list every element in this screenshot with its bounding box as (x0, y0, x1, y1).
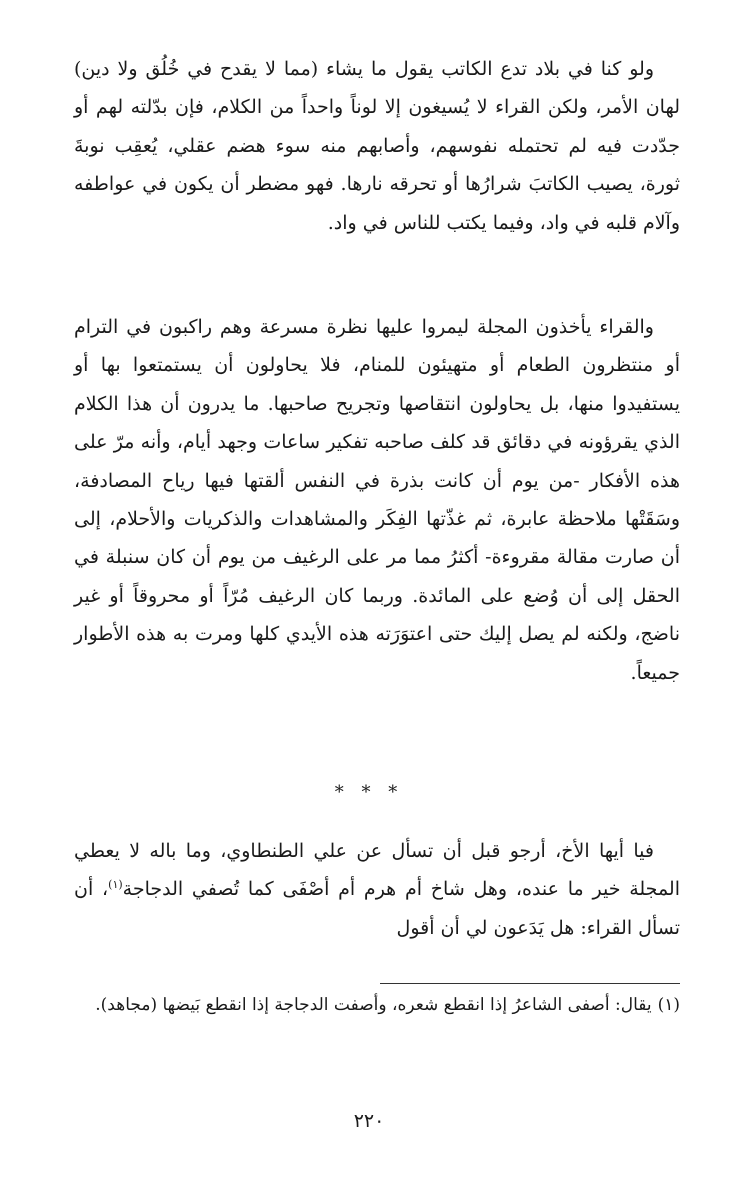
footnote-number: (١) (657, 995, 680, 1015)
page-number: ٢٢٠ (353, 1110, 385, 1132)
footnote-text: يقال: أصفى الشاعرُ إذا انقطع شعره، وأصفت الدجاجة إذا انقطع بَيضها (مجاهد). (95, 995, 652, 1015)
footnote-reference: (١) (108, 878, 123, 892)
footnote-divider (380, 983, 680, 984)
footnote (74, 990, 680, 1020)
paragraph-3-text-after-note: ، أن تسأل القراء: هل يَدَعون لي أن أقول (74, 878, 680, 939)
paragraph-3-text-before-note: فيا أيها الأخ، أرجو قبل أن تسأل عن علي الطنطاوي، وما باله لا يعطي المجلة خير ما عنده، وهل شاخ أم هرم أم أصْفَى كما تُصفي الدجاجة (74, 840, 681, 901)
paragraph-1: ولو كنا في بلاد تدع الكاتب يقول ما يشاء (مما لا يقدح في خُلُق ولا دين) لهان الأمر، ولكن القراء لا يُسيغون إلا لوناً واحداً من الكلام، فإن بدّلته لهم أو جدّدت فيه لم تحتمله نفوسهم، وأصابهم منه سوء هضم عقلي، يُعقِب نوبةَ ثورة، يصيب الكاتبَ شرارُها أو تحرقه نارها. فهو مضطر أن يكون في عواطفه وآلام قلبه في واد، وفيما يكتب للناس في واد. (74, 58, 680, 234)
paragraph-2: والقراء يأخذون المجلة ليمروا عليها نظرة مسرعة وهم راكبون في الترام أو منتظرون الطعام أو متهيئون للمنام، فلا يحاولون أن يستمتعوا بها أو يستفيدوا منها، بل يحاولون انتقاصها وتجريح صاحبها. ما يدرون أن هذا الكلام الذي يقرؤونه في دقائق قد كلف صاحبه تفكير ساعات وجهد أيام، وأنه مرّ على هذه الأفكار -من يوم أن كانت بذرة في النفس ألقتها فيها رياح المصادفة، وسَقَتْها ملاحظة عابرة، ثم غذّتها الفِكَر والمشاهدات والذكريات والأحلام، إلى أن صارت مقالة مقروءة- أكثرُ مما مر على الرغيف من يوم أن كان سنبلة في الحقل إلى أن وُضع على المائدة. وربما كان الرغيف مُرّاً أو محروقاً أو غير ناضج، ولكنه لم يصل إليك حتى اعتوَرَته هذه الأيدي كلها ومرت به هذه الأطوار جميعاً. (74, 316, 680, 684)
paragraph-3 (74, 832, 680, 947)
section-separator: * * * (334, 782, 404, 803)
